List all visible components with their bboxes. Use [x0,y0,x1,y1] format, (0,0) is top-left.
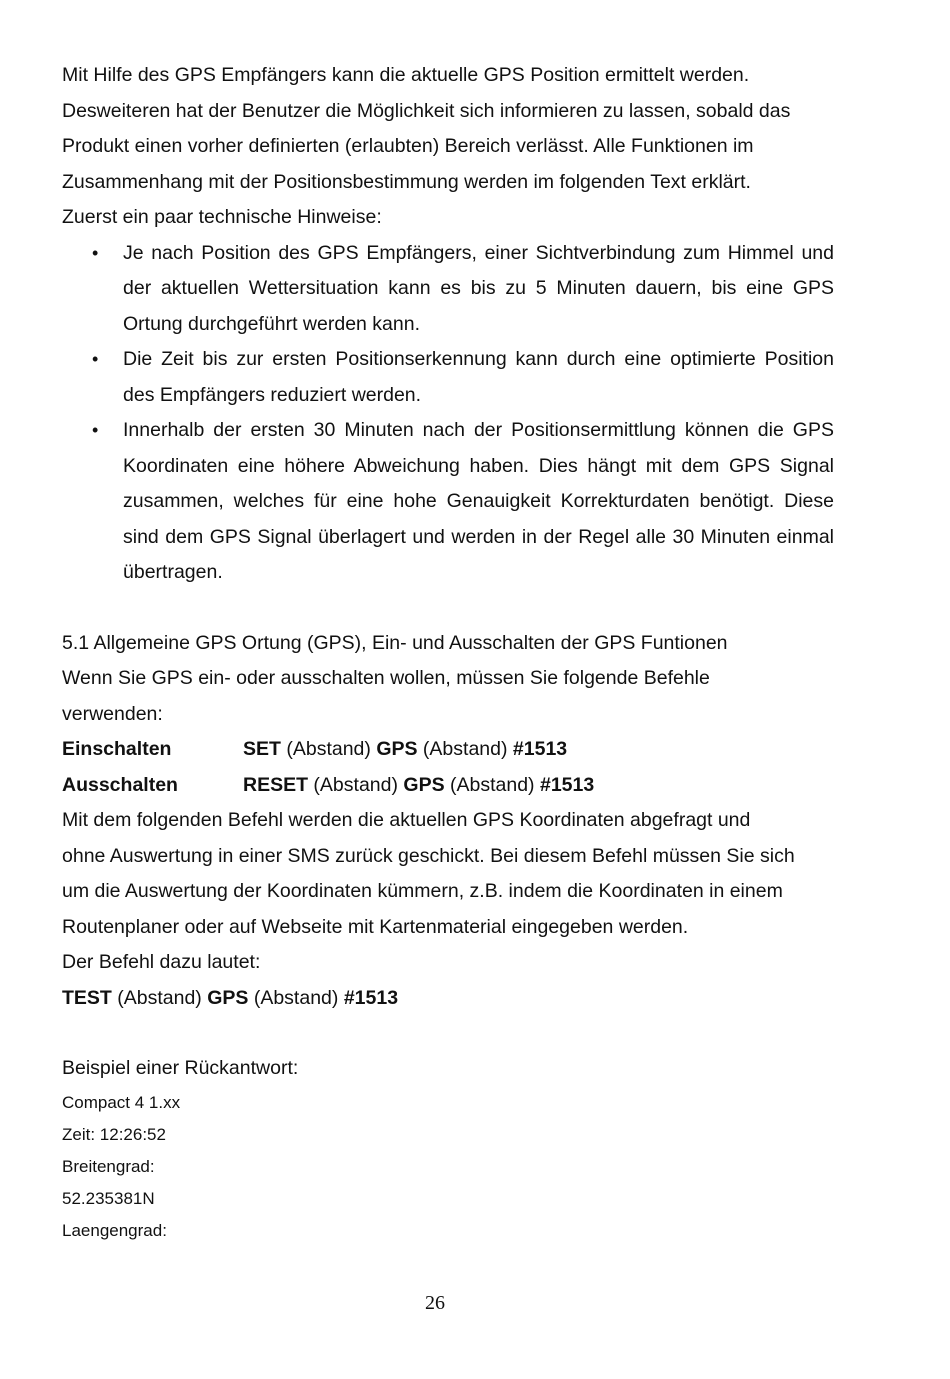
command-code: #1513 [512,738,568,760]
intro-line: Zusammenhang mit der Positionsbestimmung werden im folgenden Text erklärt. [62,170,751,193]
section-heading: 5.1 Allgemeine GPS Ortung (GPS), Ein- und Ausschalten der GPS Funtionen [62,631,728,654]
intro-paragraph [62,58,842,236]
command-code: #1513 [343,986,399,1009]
list-item-text: Je nach Position des GPS Empfängers, einer Sichtverbindung zum Himmel und der aktuellen Wettersituation kann es bis zu 5 Minuten dauern, bis eine GPS Ortung durchgeführt werden kann. [123,241,834,335]
example-line: 52.235381N [62,1188,155,1208]
example-heading: Beispiel einer Rückantwort: [62,1057,299,1079]
example-line: Zeit: 12:26:52 [62,1124,166,1144]
command-separator: (Abstand) [111,986,208,1009]
command-separator: (Abstand) [417,738,513,760]
spacer [62,1016,842,1051]
example-response [62,1087,842,1247]
command-separator: (Abstand) [280,738,377,760]
test-command-row [62,981,842,1017]
intro-line: Produkt einen vorher definierten (erlaubten) Bereich verlässt. Alle Funktionen im [62,135,754,157]
command-separator: (Abstand) [308,773,404,796]
command-code: #1513 [539,773,595,796]
command-separator: (Abstand) [444,773,540,796]
command-row-off [62,768,842,804]
spacer [62,591,842,626]
list-item [62,236,834,343]
intro-line: Zuerst ein paar technische Hinweise: [62,206,382,228]
bullet-icon: • [92,349,99,369]
bullet-icon: • [92,242,99,263]
intro-line: Desweiteren hat der Benutzer die Möglichkeit sich informieren zu lassen, sobald das [62,99,791,122]
command-keyword: RESET [243,773,309,796]
page-number: 26 [425,1292,445,1314]
section-intro-line: verwenden: [62,702,163,725]
command-gps: GPS [376,738,418,760]
list-item-text: Innerhalb der ersten 30 Minuten nach der Positionsermittlung können die GPS Koordinaten eine höhere Abweichung haben. Dies hängt mit dem GPS Signal zusammen, welches für eine hohe Genauigkeit Korrekturdaten benötigt. Diese sind dem GPS Signal überlagert und werden in der Regel alle 30 Minuten einmal übertragen. [123,419,834,583]
body-line: ohne Auswertung in einer SMS zurück geschickt. Bei diesem Befehl müssen Sie sich [62,844,795,867]
example-line: Laengengrad: [62,1220,167,1240]
command-gps: GPS [207,986,249,1009]
command-label: Ausschalten [62,773,178,796]
list-item [62,413,834,591]
body-line: um die Auswertung der Koordinaten kümmern, z.B. indem die Koordinaten in einem [62,880,783,902]
list-item [62,342,834,413]
example-line: Compact 4 1.xx [62,1092,181,1112]
bullet-icon: • [92,420,99,440]
document-page [62,58,842,1247]
example-line: Breitengrad: [62,1156,155,1176]
body-line: Der Befehl dazu lautet: [62,951,261,973]
command-label: Einschalten [62,738,172,760]
body-line: Routenplaner oder auf Webseite mit Kartenmaterial eingegeben werden. [62,915,689,938]
body-line: Mit dem folgenden Befehl werden die aktuellen GPS Koordinaten abgefragt und [62,809,751,831]
command-keyword: TEST [62,986,112,1009]
section-body [62,803,842,981]
intro-line: Mit Hilfe des GPS Empfängers kann die aktuelle GPS Position ermittelt werden. [62,64,750,86]
technical-notes-list [62,236,842,591]
command-row-on [62,732,842,768]
command-separator: (Abstand) [248,986,344,1009]
list-item-text: Die Zeit bis zur ersten Positionserkennung kann durch eine optimierte Position des Empfängers reduziert werden. [123,348,834,406]
section-intro-line: Wenn Sie GPS ein- oder ausschalten wollen, müssen Sie folgende Befehle [62,667,710,689]
command-gps: GPS [403,773,445,796]
command-keyword: SET [243,738,281,760]
